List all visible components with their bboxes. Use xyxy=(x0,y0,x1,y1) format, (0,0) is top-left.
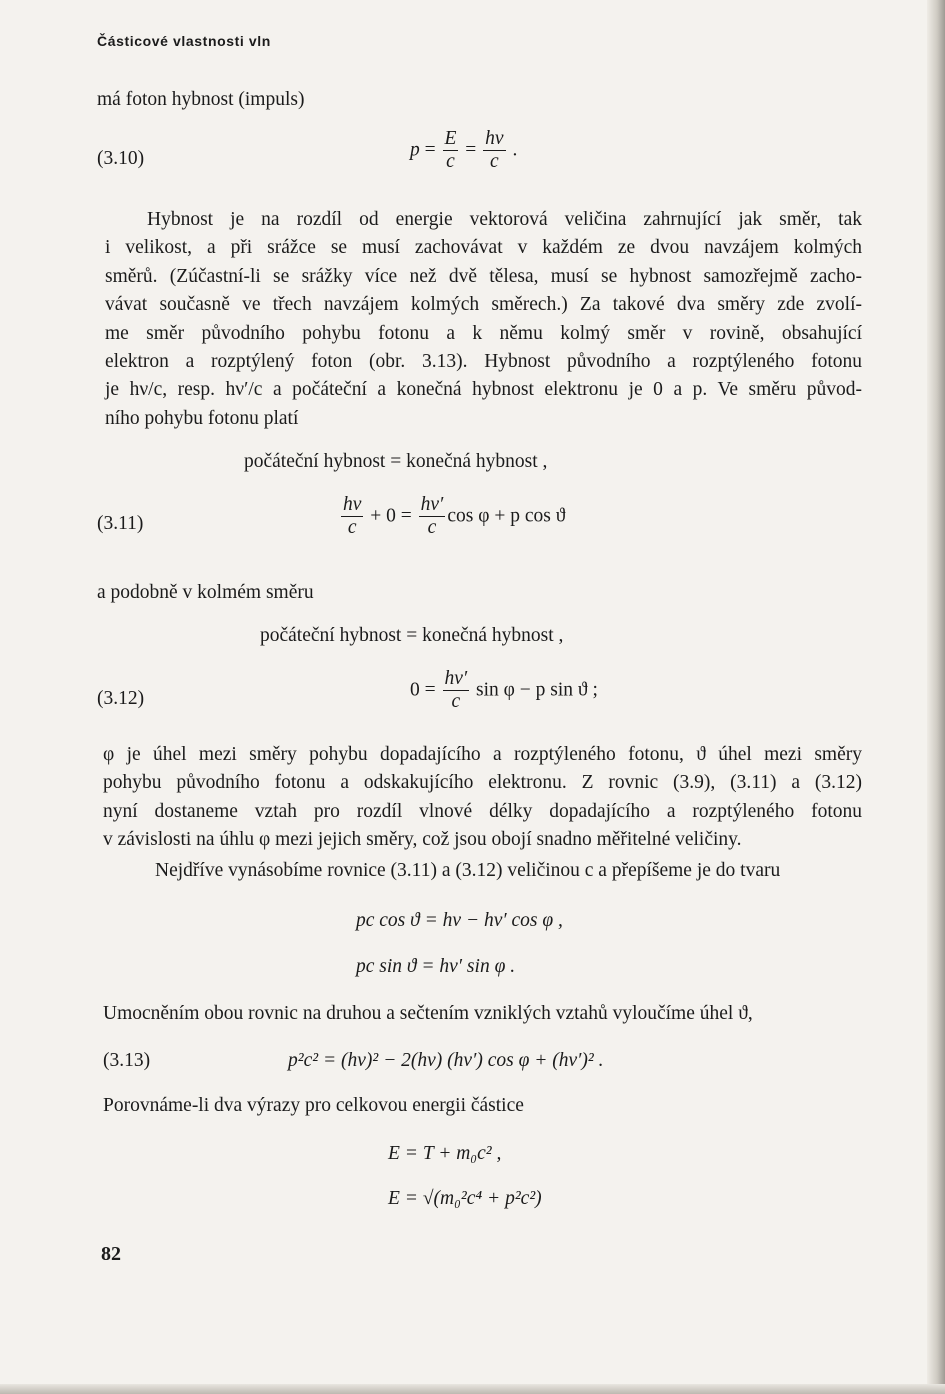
paragraph-line: elektron a rozptýlený foton (obr. 3.13). Hybnost původního a rozptýleného fotonu xyxy=(105,351,862,373)
paragraph-line: je hν/c, resp. hν′/c a počáteční a konečná hybnost elektronu je 0 a p. Ve směru původ- xyxy=(105,379,862,401)
paragraph-line: pohybu původního fotonu a odskakujícího elektronu. Z rovnic (3.9), (3.11) a (3.12) xyxy=(103,772,862,794)
eq-3-10-frac-1: $\frac{E}{c}$ xyxy=(444,128,457,173)
paragraph-line: Hybnost je na rozdíl od energie vektorová veličina zahrnující jak směr, tak xyxy=(147,209,862,230)
eq-3-11-tail: cos φ + p cos ϑ xyxy=(447,505,566,527)
paragraph-line: v závislosti na úhlu φ mezi jejich směry, což jsou obojí snadno měřitelné veličiny. xyxy=(103,829,742,851)
paragraph-3: Nejdříve vynásobíme rovnice (3.11) a (3.12) veličinou c a přepíšeme je do tvaru xyxy=(155,860,781,881)
paragraph-line: směrů. (Zúčastní-li se srážky více než dvě tělesa, musí se hybnost samozřejmě zacho- xyxy=(105,265,862,287)
paragraph-line: φ je úhel mezi směry pohybu dopadajícího a rozptýleného fotonu, ϑ úhel mezi směry xyxy=(103,744,862,765)
eq-3-11-frac-1: $\frac{h\nu}{c}$ xyxy=(343,494,362,539)
page-bottom-edge xyxy=(0,1384,945,1394)
eq-3-10-frac-2: $\frac{h\nu}{c}$ xyxy=(485,128,504,173)
eq-3-13: p²c² = (hν)² − 2(hν) (hν′) cos φ + (hν′)² . xyxy=(288,1050,604,1071)
running-header: Částicové vlastnosti vln xyxy=(97,33,271,49)
eq-3-10: p = $\frac{E}{c}$ = $\frac{h\nu}{c}$ . xyxy=(410,128,518,173)
paragraph-line: nyní dostaneme vztah pro rozdíl vlnové délky dopadajícího a rozptýleného fotonu xyxy=(103,800,862,822)
paragraph-line: ního pohybu fotonu platí xyxy=(105,407,299,429)
eq-3-11-mid: + 0 = xyxy=(370,505,412,527)
eq-3-11-label: (3.11) xyxy=(97,513,144,534)
eq-3-10-lhs: p xyxy=(410,139,420,161)
eq-3-12-frac: $\frac{h\nu'}{c}$ xyxy=(444,668,468,713)
eq-3-12-tail: sin φ − p sin ϑ ; xyxy=(476,679,598,701)
page-number: 82 xyxy=(101,1243,121,1265)
equation-energy-2: E = √(m₀²c⁴ + p²c²) xyxy=(388,1188,542,1209)
word-equation-2: počáteční hybnost = konečná hybnost , xyxy=(260,625,564,646)
eq-3-12-lhs: 0 = xyxy=(410,679,436,701)
eq-3-12-label: (3.12) xyxy=(97,688,145,709)
eq-3-13-label: (3.13) xyxy=(103,1050,151,1071)
paragraph-5: Porovnáme-li dva výrazy pro celkovou energii částice xyxy=(103,1095,524,1116)
intro-line: má foton hybnost (impuls) xyxy=(97,89,305,110)
equation-pc-cos: pc cos ϑ = hν − hν′ cos φ , xyxy=(356,910,563,931)
equation-pc-sin: pc sin ϑ = hν′ sin φ . xyxy=(356,956,516,977)
equation-energy-1: E = T + m₀c² , xyxy=(388,1143,502,1164)
line-podobne: a podobně v kolmém směru xyxy=(97,582,314,603)
paragraph-line: me směr původního pohybu fotonu a k němu kolmý směr v rovině, obsahující xyxy=(105,322,862,344)
eq-3-11 xyxy=(339,494,565,540)
eq-3-12 xyxy=(410,668,598,714)
page-edge-shadow xyxy=(927,0,945,1394)
paragraph-2 xyxy=(103,741,862,855)
paragraph-line: i velikost, a při srážce se musí zachovávat v každém ze dvou navzájem kolmých xyxy=(105,237,862,259)
paragraph-4: Umocněním obou rovnic na druhou a sečtením vzniklých vztahů vyloučíme úhel ϑ, xyxy=(103,1003,753,1024)
eq-3-11-frac-2: $\frac{h\nu'}{c}$ xyxy=(420,494,444,539)
eq-3-10-label: (3.10) xyxy=(97,148,145,169)
word-equation-1: počáteční hybnost = konečná hybnost , xyxy=(244,451,548,472)
paragraph-line: vávat současně ve třech navzájem kolmých směrech.) Za takové dva směry zde zvolí- xyxy=(105,294,862,316)
paragraph-1 xyxy=(105,206,862,433)
